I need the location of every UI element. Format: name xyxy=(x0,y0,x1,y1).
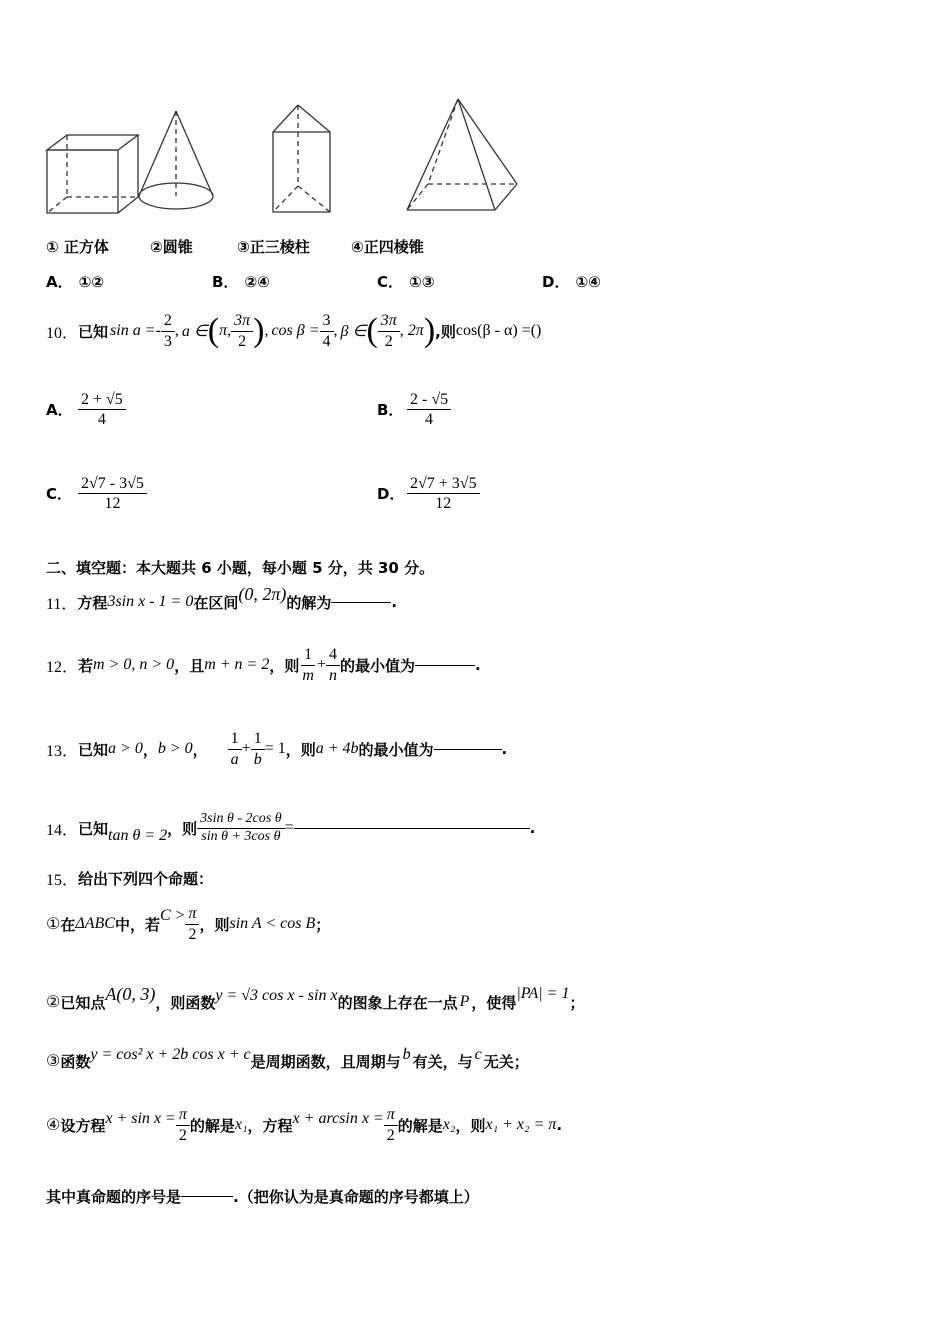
answer-blank-12[interactable] xyxy=(415,665,475,666)
q10-option-b[interactable]: B． $\frac{2 - √5}{4}$ xyxy=(377,390,451,429)
question-10-stem: 10． 已知 sin a =- $\frac{2}{3}$ , a ∈ ( π, $\frac{3\pi}{2}$ ) , cos β = $\frac{3}{4}$ , β ∈ ( $\frac{3\pi}{2}$ , 2π ) ,则 cos(β - α) =() xyxy=(46,312,542,350)
figure-label-4: ④正四棱锥 xyxy=(351,238,424,256)
cone-figure xyxy=(135,105,220,215)
triangular-prism-figure xyxy=(268,100,340,218)
q10-option-a[interactable]: A． $\frac{2 + √5}{4}$ xyxy=(46,390,126,429)
q9-option-b[interactable]: B． ②④ xyxy=(212,273,270,291)
q10-option-c[interactable]: C． $\frac{2√7 - 3√5}{12}$ xyxy=(46,474,147,513)
question-11: 11． 方程 3sin x - 1 = 0 在区间 (0, 2π) 的解为 . xyxy=(46,583,398,613)
answer-blank-14[interactable] xyxy=(294,828,530,829)
q15-proposition-3: ③ 函数 y = cos² x + 2b cos x + c 是周期函数，且周期与 b 有关，与 c 无关； xyxy=(46,1046,529,1071)
square-pyramid-figure xyxy=(400,95,525,220)
q15-proposition-2: ② 已知点 A(0, 3) ，则函数 y = √3 cos x - sin x 的图象上存在一点 P ，使得 |PA| = 1 ； xyxy=(46,983,585,1012)
question-15-intro: 15． 给出下列四个命题： xyxy=(46,870,214,889)
question-12: 12． 若 m > 0, n > 0 ，且 m + n = 2 ，则 $\frac{1}{m}$ + $\frac{4}{n}$ 的最小值为 . xyxy=(46,646,481,684)
figure-label-1: ① 正方体 xyxy=(46,238,109,256)
q15-closing: 其中真命题的序号是 .（把你认为是真命题的序号都填上） xyxy=(46,1188,479,1206)
q9-option-d[interactable]: D． ①④ xyxy=(542,273,601,291)
answer-blank-15[interactable] xyxy=(181,1196,233,1197)
figure-label-2: ②圆锥 xyxy=(150,238,193,256)
question-14: 14． 已知 tan θ = 2 ，则 $\frac{\text{3sin θ - 2cos θ}}{\text{sin θ + 3cos θ}}$ = . xyxy=(46,810,536,844)
figure-label-3: ③正三棱柱 xyxy=(237,238,310,256)
section-title: 二、填空题：本大题共 6 小题，每小题 5 分，共 30 分。 xyxy=(46,559,435,577)
question-13: 13． 已知 a > 0 ， b > 0 ， $\frac{1}{a}$ + $\frac{1}{b}$ = 1 ，则 a + 4b 的最小值为 . xyxy=(46,730,508,768)
answer-blank-11[interactable] xyxy=(331,602,391,603)
cube-figure xyxy=(40,125,145,220)
q15-proposition-1: ① 在 ΔABC 中，若 C > $\frac{\pi}{2}$ ，则 sin A < cos B ； xyxy=(46,905,331,943)
q9-option-c[interactable]: C． ①③ xyxy=(377,273,435,291)
q9-option-a[interactable]: A． ①② xyxy=(46,273,105,291)
q10-option-d[interactable]: D． $\frac{2√7 + 3√5}{12}$ xyxy=(377,474,480,513)
answer-blank-13[interactable] xyxy=(434,749,502,750)
q15-proposition-4: ④ 设方程 x + sin x = $\frac{\pi}{2}$ 的解是 x₁ ，方程 x + arcsin x = $\frac{\pi}{2}$ 的解是 x₂ ，则 x₁ + x₂ = π . xyxy=(46,1106,563,1144)
